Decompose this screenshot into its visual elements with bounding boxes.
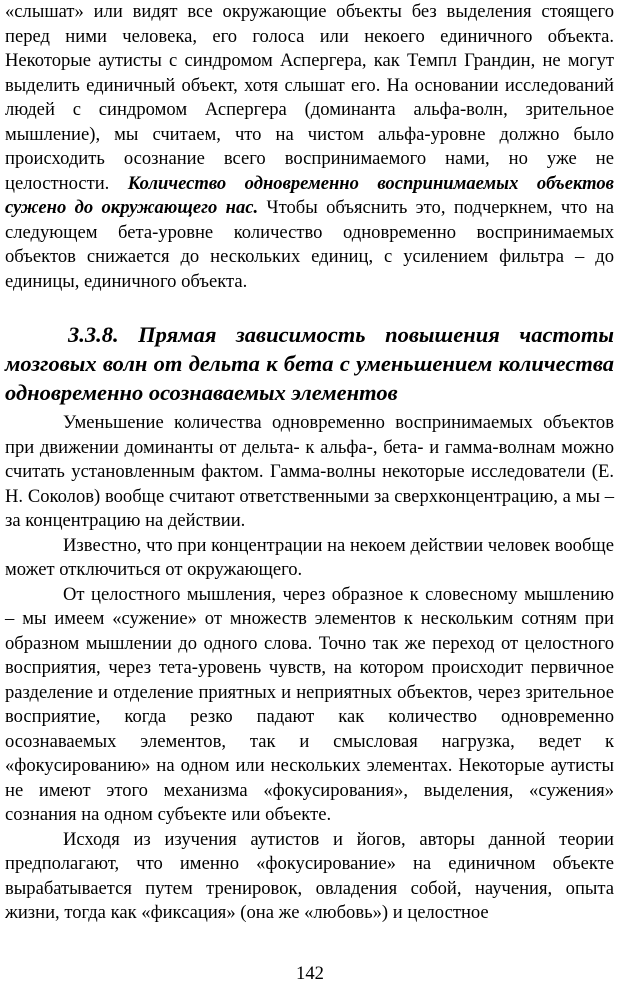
section-heading: 3.3.8. Прямая зависимость повышения частоты мозговых волн от дельта к бета с уменьшением количества одновременно осознаваемых элементов: [5, 322, 614, 405]
paragraph-5: Исходя из изучения аутистов и йогов, авторы данной теории предполагают, что именно «фокусирование» на единичном объекте вырабатывается путем тренировок, овладения собой, научения, опыта жизни, тогда как «фиксация» (она же «любовь») и целостное: [5, 828, 614, 923]
paragraph-1-continuation: Чтобы объяснить это, подчеркнем, что на следующем бета-уровне количество одновременно воспринимаемых объектов снижается до нескольких единиц, с усилением фильтра – до единицы, единичного объекта.: [5, 197, 614, 292]
page-number: 142: [296, 963, 324, 984]
paragraph-2: Уменьшение количества одновременно воспринимаемых объектов при движении доминанты от дельта- к альфа-, бета- и гамма-волнам можно считать установленным фактом. Гамма-волны некоторые исследователи (Е. Н. Соколов) вообще считают ответственными за сверхконцентрацию, а мы – за концентрацию на действии.: [5, 412, 614, 531]
paragraph-4: От целостного мышления, через образное к словесному мышлению – мы имеем «сужение» от множеств элементов к нескольким сотням при образном мышлении до одного слова. Точно так же переход от целостного восприятия, через тета-уровень чувств, на котором происходит первичное разделение и отделение приятных и неприятных объектов, через зрительное восприятие, когда резко падают как количество одновременно осознаваемых элементов, так и смысловая нагрузка, ведет к «фокусированию» на одном или нескольких элементах. Некоторые аутисты не имеют этого механизма «фокусирования», выделения, «сужения» сознания на одном субъекте или объекте.: [5, 583, 614, 825]
emphasis-text: Количество одновременно воспринимаемых объектов сужено до окружающего нас.: [5, 172, 614, 218]
paragraph-3: Известно, что при концентрации на некоем действии человек вообще может отключиться от окружающего.: [5, 534, 614, 580]
paragraph-1: [5, 0, 614, 294]
paragraph-1-text: «слышат» или видят все окружающие объекты без выделения стоящего перед ними человека, его голоса или некоего единичного объекта. Некоторые аутисты с синдромом Аспергера, как Темпл Грандин, не могут выделить единичный объект, хотя слышат его. На основании исследований людей с синдромом Аспергера (доминанта альфа-волн, зрительное мышление), мы считаем, что на чистом альфа-уровне должно было происходить осознание всего воспринимаемого нами, но уже не целостности.: [5, 1, 614, 194]
